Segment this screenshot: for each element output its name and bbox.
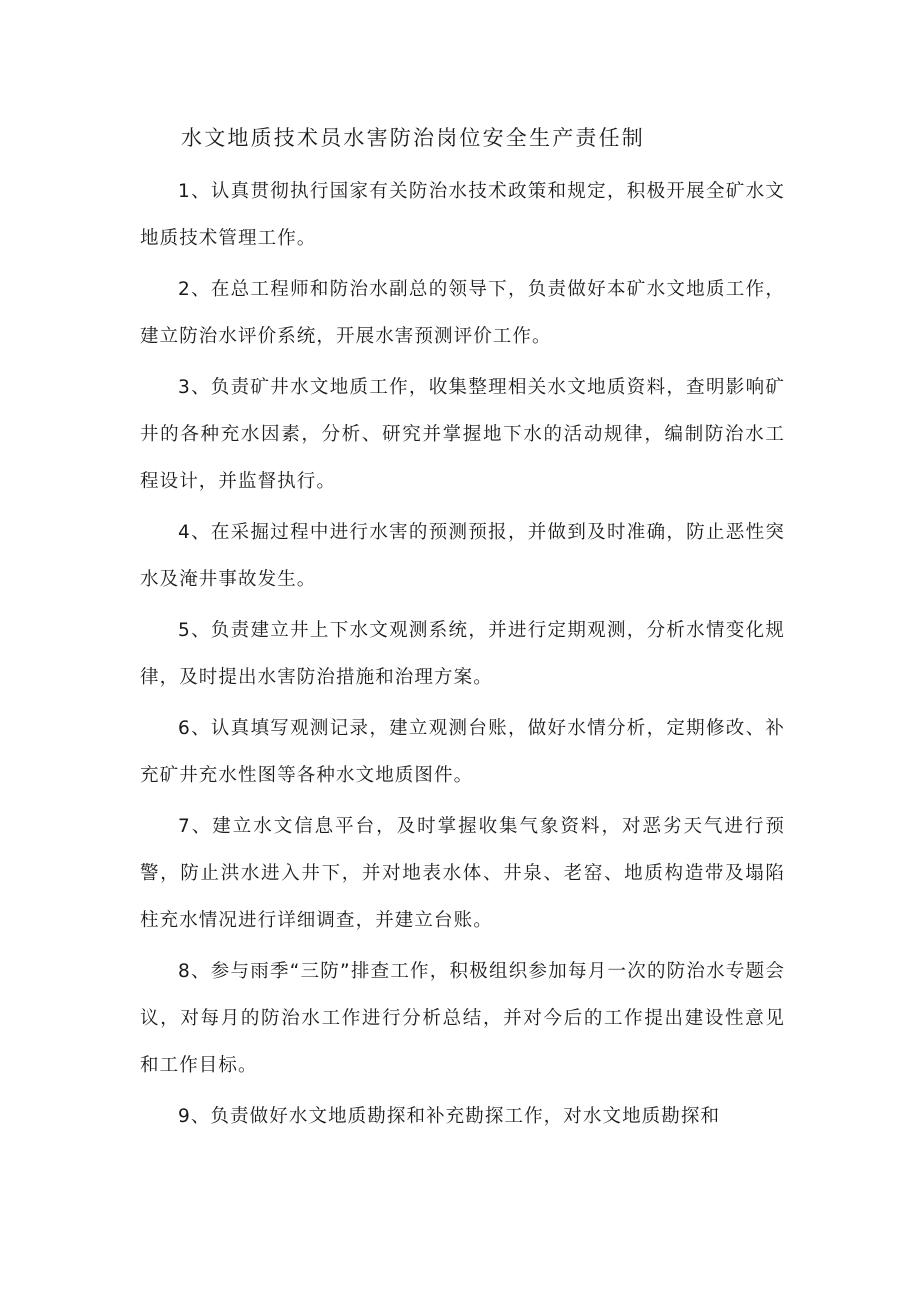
paragraph-9: 9、负责做好水文地质勘探和补充勘探工作，对水文地质勘探和 xyxy=(178,1106,721,1127)
paragraph-2: 2、在总工程师和防治水副总的领导下，负责做好本矿水文地质工作，建立防治水评价系统，开展水害预测评价工作。 xyxy=(140,279,785,347)
paragraph-1: 1、认真贯彻执行国家有关防治水技术政策和规定，积极开展全矿水文地质技术管理工作。 xyxy=(140,181,785,249)
paragraph-3: 3、负责矿井水文地质工作，收集整理相关水文地质资料，查明影响矿井的各种充水因素，分析、研究并掌握地下水的活动规律，编制防治水工程设计，并监督执行。 xyxy=(140,377,785,492)
paragraph-5: 5、负责建立井上下水文观测系统，并进行定期观测，分析水情变化规律，及时提出水害防治措施和治理方案。 xyxy=(140,620,785,688)
document-body xyxy=(140,168,785,1144)
document-title: 水文地质技术员水害防治岗位安全生产责任制 xyxy=(181,126,645,150)
paragraph-7: 7、建立水文信息平台，及时掌握收集气象资料，对恶劣天气进行预警，防止洪水进入井下，并对地表水体、井泉、老窑、地质构造带及塌陷柱充水情况进行详细调查，并建立台账。 xyxy=(140,816,785,931)
paragraph-6: 6、认真填写观测记录，建立观测台账，做好水情分析，定期修改、补充矿井充水性图等各种水文地质图件。 xyxy=(140,718,785,786)
paragraph-8: 8、参与雨季“三防”排查工作，积极组织参加每月一次的防治水专题会议，对每月的防治水工作进行分析总结，并对今后的工作提出建设性意见和工作目标。 xyxy=(140,961,785,1076)
paragraph-4: 4、在采掘过程中进行水害的预测预报，并做到及时准确，防止恶性突水及淹井事故发生。 xyxy=(140,522,785,590)
